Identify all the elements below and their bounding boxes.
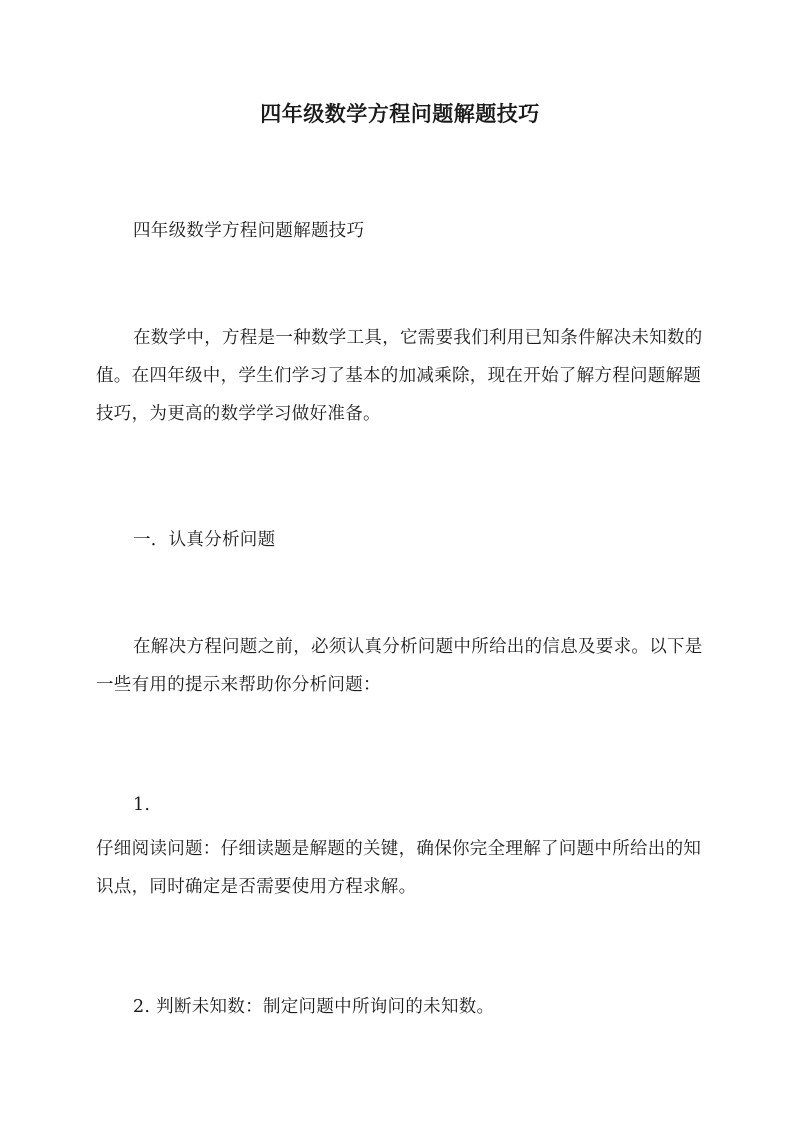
document-title: 四年级数学方程问题解题技巧 [260,101,540,126]
list-item-1-text: 仔细阅读问题：仔细读题是解题的关键，确保你完全理解了问题中所给出的知识点，同时确定是否需要使用方程求解。 [96,839,702,897]
list-item-1-number: 1. [133,795,151,815]
list-item-2-text: 2. 判断未知数：制定问题中所询问的未知数。 [133,997,495,1017]
section-1-heading: 一．认真分析问题 [133,530,276,550]
intro-paragraph: 在数学中，方程是一种数学工具，它需要我们利用已知条件解决未知数的值。在四年级中，学生们学习了基本的加减乘除，现在开始了解方程问题解题技巧，为更高的数学学习做好准备。 [96,328,703,424]
subtitle-paragraph: 四年级数学方程问题解题技巧 [133,221,365,241]
section-1-intro-paragraph: 在解决方程问题之前，必须认真分析问题中所给出的信息及要求。以下是一些有用的提示来帮助你分析问题： [96,637,703,695]
